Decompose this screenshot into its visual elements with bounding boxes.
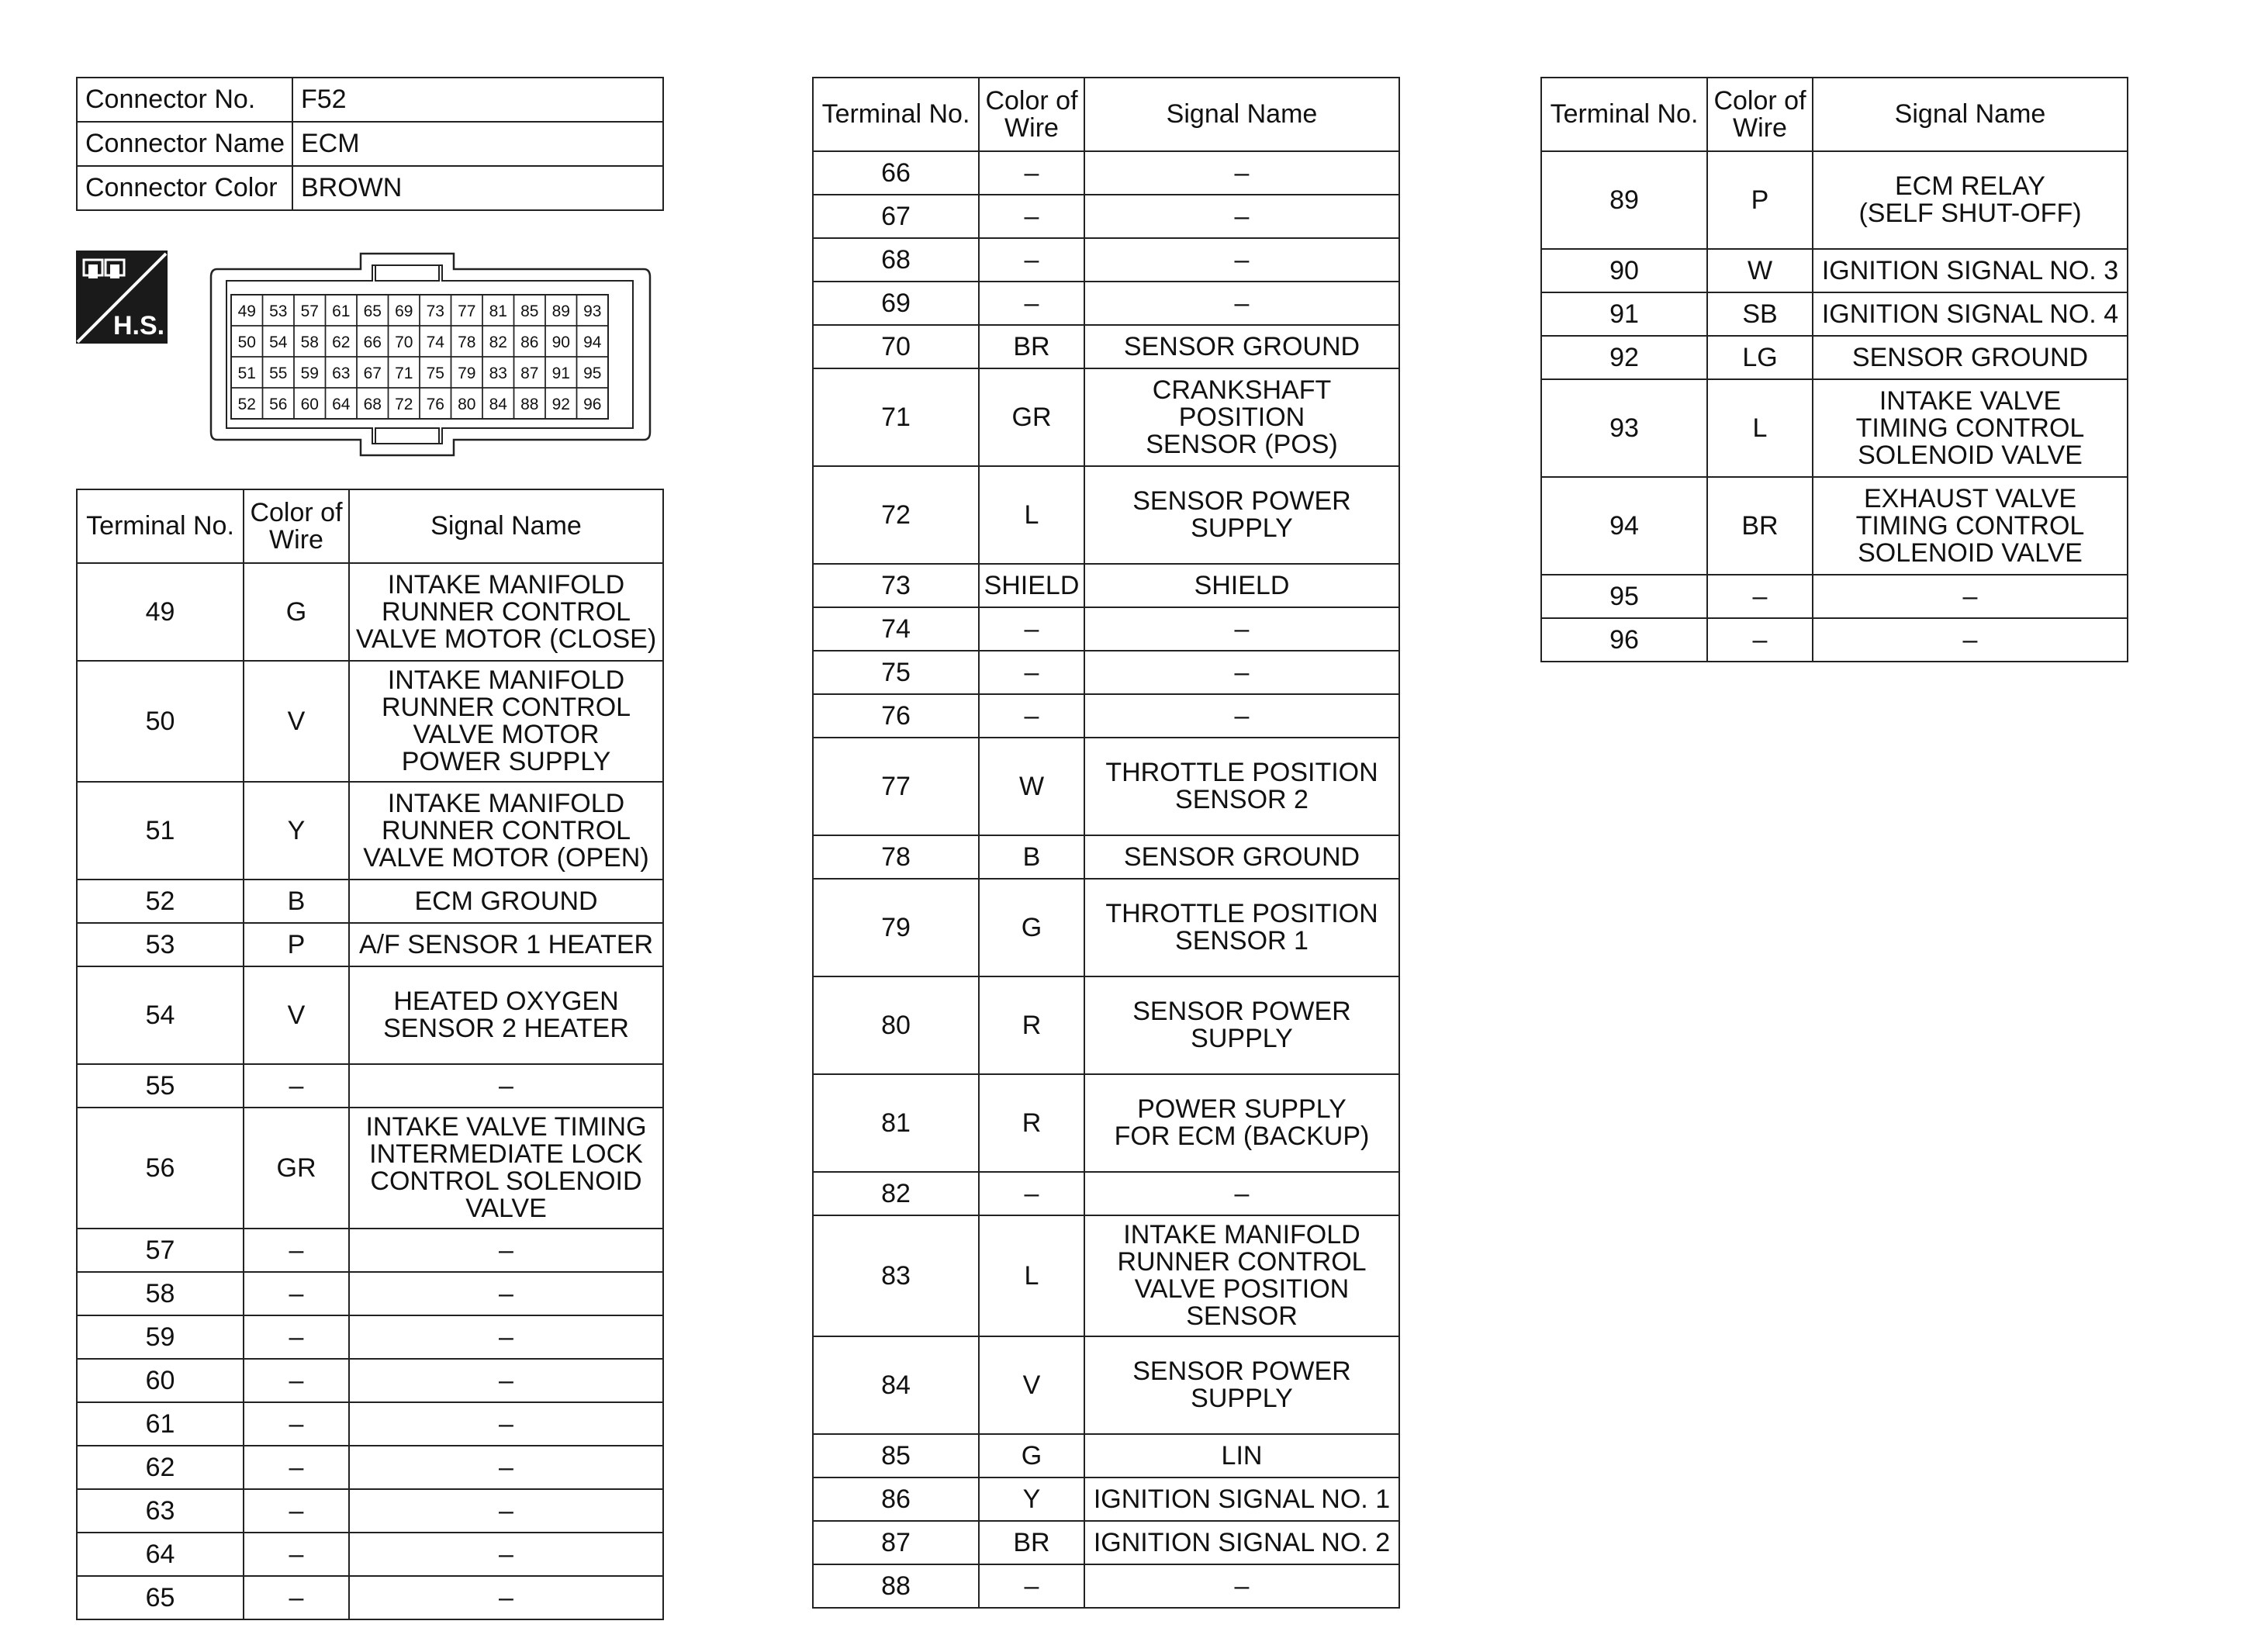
wire-color-cell: Y (979, 1477, 1084, 1521)
wire-color-cell: – (244, 1576, 349, 1619)
table-row (1541, 292, 2128, 336)
pin-number: 54 (269, 334, 288, 351)
wire-color-cell: – (979, 694, 1084, 738)
wire-color-cell: P (1707, 151, 1813, 249)
terminal-no-cell: 68 (813, 238, 979, 282)
pin-number: 84 (489, 396, 507, 413)
connector-info-table (76, 77, 664, 211)
signal-name-cell: IGNITION SIGNAL NO. 4 (1813, 292, 2128, 336)
pin-number: 72 (395, 396, 413, 413)
connector-info-row (77, 166, 663, 210)
table-row (813, 1477, 1399, 1521)
table-row (813, 1215, 1399, 1336)
signal-name-cell: INTAKE MANIFOLD RUNNER CONTROL VALVE POSITION SENSOR (1084, 1215, 1399, 1336)
wire-color-cell: G (979, 879, 1084, 976)
terminal-no-cell: 82 (813, 1172, 979, 1215)
table-row (813, 835, 1399, 879)
signal-name-cell: – (349, 1576, 663, 1619)
pin-number: 56 (269, 396, 288, 413)
terminal-no-cell: 81 (813, 1074, 979, 1172)
terminal-no-cell: 87 (813, 1521, 979, 1564)
table-row (813, 1172, 1399, 1215)
pin-number: 57 (300, 302, 319, 320)
wire-color-cell: – (244, 1315, 349, 1359)
wire-color-cell: – (979, 651, 1084, 694)
table-row (77, 1576, 663, 1619)
signal-name-cell: – (349, 1272, 663, 1315)
connector-info-value: ECM (292, 122, 663, 166)
terminal-no-cell: 92 (1541, 336, 1707, 379)
connector-bottom-latch (375, 428, 439, 444)
table-row (1541, 336, 2128, 379)
table-row (813, 1074, 1399, 1172)
signal-name-cell: – (1084, 282, 1399, 325)
pin-number: 77 (458, 302, 476, 320)
pin-number: 66 (363, 334, 382, 351)
pin-number: 74 (426, 334, 444, 351)
pin-number: 52 (237, 396, 256, 413)
pin-number: 90 (551, 334, 570, 351)
table-row (1541, 477, 2128, 575)
wire-color-cell: – (244, 1533, 349, 1576)
header-color-of-wire: Color of Wire (1707, 78, 1813, 151)
table-row (813, 1564, 1399, 1608)
signal-name-cell: – (349, 1533, 663, 1576)
pin-number: 94 (583, 334, 602, 351)
table-row (1541, 151, 2128, 249)
pin-number: 95 (583, 365, 602, 382)
table-row (813, 564, 1399, 607)
pin-number: 65 (363, 302, 382, 320)
table-row (813, 976, 1399, 1074)
connector-inner-outline (226, 265, 633, 444)
wire-color-cell: – (244, 1402, 349, 1446)
signal-name-cell: POWER SUPPLY FOR ECM (BACKUP) (1084, 1074, 1399, 1172)
signal-name-cell: SENSOR POWER SUPPLY (1084, 466, 1399, 564)
signal-name-cell: HEATED OXYGEN SENSOR 2 HEATER (349, 966, 663, 1064)
signal-name-cell: CRANKSHAFT POSITION SENSOR (POS) (1084, 368, 1399, 466)
terminal-table-2 (812, 77, 1400, 1609)
signal-name-cell: IGNITION SIGNAL NO. 2 (1084, 1521, 1399, 1564)
wire-color-cell: – (244, 1229, 349, 1272)
terminal-no-cell: 55 (77, 1064, 244, 1108)
table-row (77, 1359, 663, 1402)
pin-number: 53 (269, 302, 288, 320)
pin-number: 71 (395, 365, 413, 382)
signal-name-cell: – (349, 1064, 663, 1108)
wire-color-cell: – (244, 1489, 349, 1533)
wire-color-cell: – (244, 1359, 349, 1402)
wire-color-cell: – (979, 151, 1084, 195)
table-row (813, 879, 1399, 976)
terminal-no-cell: 88 (813, 1564, 979, 1608)
terminal-no-cell: 90 (1541, 249, 1707, 292)
signal-name-cell: – (349, 1402, 663, 1446)
signal-name-cell: – (1813, 618, 2128, 662)
terminal-no-cell: 49 (77, 563, 244, 661)
wire-color-cell: BR (979, 1521, 1084, 1564)
pin-number: 96 (583, 396, 602, 413)
terminal-no-cell: 57 (77, 1229, 244, 1272)
signal-name-cell: – (349, 1489, 663, 1533)
signal-name-cell: EXHAUST VALVE TIMING CONTROL SOLENOID VALVE (1813, 477, 2128, 575)
signal-name-cell: – (1813, 575, 2128, 618)
table-row (77, 1402, 663, 1446)
pin-number: 60 (300, 396, 319, 413)
table-row (77, 1064, 663, 1108)
wire-color-cell: – (979, 607, 1084, 651)
table-row (813, 325, 1399, 368)
table-row (77, 563, 663, 661)
signal-name-cell: – (1084, 694, 1399, 738)
signal-name-cell: ECM GROUND (349, 880, 663, 923)
signal-name-cell: – (349, 1315, 663, 1359)
terminal-no-cell: 89 (1541, 151, 1707, 249)
pin-number: 83 (489, 365, 507, 382)
signal-name-cell: THROTTLE POSITION SENSOR 1 (1084, 879, 1399, 976)
terminal-no-cell: 77 (813, 738, 979, 835)
table-row (77, 782, 663, 880)
wire-color-cell: L (1707, 379, 1813, 477)
terminal-no-cell: 71 (813, 368, 979, 466)
pin-number: 88 (520, 396, 539, 413)
terminal-no-cell: 62 (77, 1446, 244, 1489)
table-row (77, 1489, 663, 1533)
table-row (813, 1434, 1399, 1477)
table-row (813, 1521, 1399, 1564)
pin-number: 69 (395, 302, 413, 320)
table-row (1541, 575, 2128, 618)
pin-number: 91 (551, 365, 570, 382)
header-signal-name: Signal Name (1084, 78, 1399, 151)
signal-name-cell: – (1084, 238, 1399, 282)
terminal-no-cell: 74 (813, 607, 979, 651)
table-row (77, 966, 663, 1064)
wire-color-cell: W (979, 738, 1084, 835)
pin-number: 87 (520, 365, 539, 382)
table-row (813, 195, 1399, 238)
wire-color-cell: – (979, 195, 1084, 238)
pin-number: 75 (426, 365, 444, 382)
wire-color-cell: – (979, 1564, 1084, 1608)
signal-name-cell: SENSOR GROUND (1813, 336, 2128, 379)
pin-number: 64 (332, 396, 351, 413)
table-row (813, 466, 1399, 564)
signal-name-cell: IGNITION SIGNAL NO. 1 (1084, 1477, 1399, 1521)
terminal-no-cell: 61 (77, 1402, 244, 1446)
signal-name-cell: IGNITION SIGNAL NO. 3 (1813, 249, 2128, 292)
connector-top-latch (375, 265, 439, 281)
wire-color-cell: SHIELD (979, 564, 1084, 607)
terminal-no-cell: 52 (77, 880, 244, 923)
signal-name-cell: SENSOR POWER SUPPLY (1084, 1336, 1399, 1434)
terminal-no-cell: 80 (813, 976, 979, 1074)
wire-color-cell: – (1707, 575, 1813, 618)
wire-color-cell: BR (1707, 477, 1813, 575)
header-signal-name: Signal Name (1813, 78, 2128, 151)
wire-color-cell: – (244, 1064, 349, 1108)
signal-name-cell: – (349, 1446, 663, 1489)
connector-info-value: F52 (292, 78, 663, 122)
wire-color-cell: L (979, 466, 1084, 564)
table-row (77, 1229, 663, 1272)
pin-number: 55 (269, 365, 288, 382)
signal-name-cell: – (349, 1359, 663, 1402)
header-signal-name: Signal Name (349, 489, 663, 563)
pin-number: 93 (583, 302, 602, 320)
terminal-no-cell: 59 (77, 1315, 244, 1359)
pin-number: 67 (363, 365, 382, 382)
terminal-no-cell: 85 (813, 1434, 979, 1477)
hs-label: H.S. (113, 311, 165, 340)
wire-color-cell: – (979, 282, 1084, 325)
table-row (77, 1446, 663, 1489)
terminal-no-cell: 96 (1541, 618, 1707, 662)
table-row (813, 607, 1399, 651)
table-row (77, 1108, 663, 1229)
terminal-no-cell: 60 (77, 1359, 244, 1402)
terminal-no-cell: 86 (813, 1477, 979, 1521)
pin-number: 89 (551, 302, 570, 320)
signal-name-cell: LIN (1084, 1434, 1399, 1477)
table-row (813, 282, 1399, 325)
signal-name-cell: ECM RELAY (SELF SHUT-OFF) (1813, 151, 2128, 249)
connector-info-label: Connector Name (77, 122, 292, 166)
wire-color-cell: G (244, 563, 349, 661)
terminal-table-3 (1540, 77, 2128, 662)
terminal-no-cell: 76 (813, 694, 979, 738)
terminal-no-cell: 95 (1541, 575, 1707, 618)
pin-number: 73 (426, 302, 444, 320)
pin-number: 61 (332, 302, 351, 320)
terminal-no-cell: 56 (77, 1108, 244, 1229)
wire-color-cell: – (1707, 618, 1813, 662)
table-row (77, 923, 663, 966)
table-row (813, 1336, 1399, 1434)
signal-name-cell: – (1084, 607, 1399, 651)
terminal-no-cell: 58 (77, 1272, 244, 1315)
table-row (813, 368, 1399, 466)
wire-color-cell: V (244, 966, 349, 1064)
terminal-no-cell: 75 (813, 651, 979, 694)
signal-name-cell: SENSOR POWER SUPPLY (1084, 976, 1399, 1074)
signal-name-cell: THROTTLE POSITION SENSOR 2 (1084, 738, 1399, 835)
signal-name-cell: SHIELD (1084, 564, 1399, 607)
signal-name-cell: INTAKE MANIFOLD RUNNER CONTROL VALVE MOTOR POWER SUPPLY (349, 661, 663, 782)
wire-color-cell: W (1707, 249, 1813, 292)
wire-color-cell: GR (244, 1108, 349, 1229)
connector-housing (211, 254, 650, 455)
connector-info-label: Connector Color (77, 166, 292, 210)
terminal-no-cell: 69 (813, 282, 979, 325)
table-row (77, 1272, 663, 1315)
terminal-no-cell: 54 (77, 966, 244, 1064)
pin-number: 50 (237, 334, 256, 351)
signal-name-cell: INTAKE VALVE TIMING CONTROL SOLENOID VALVE (1813, 379, 2128, 477)
harness-side-icon (76, 251, 168, 344)
wire-color-cell: LG (1707, 336, 1813, 379)
pin-number: 68 (363, 396, 382, 413)
signal-name-cell: INTAKE MANIFOLD RUNNER CONTROL VALVE MOTOR (OPEN) (349, 782, 663, 880)
wire-color-cell: R (979, 976, 1084, 1074)
wire-color-cell: P (244, 923, 349, 966)
pin-number: 82 (489, 334, 507, 351)
pin-grid (231, 295, 608, 419)
wire-color-cell: – (244, 1446, 349, 1489)
pin-number: 51 (237, 365, 256, 382)
terminal-no-cell: 53 (77, 923, 244, 966)
wire-color-cell: Y (244, 782, 349, 880)
pin-number: 58 (300, 334, 319, 351)
pin-number: 59 (300, 365, 319, 382)
terminal-no-cell: 83 (813, 1215, 979, 1336)
signal-name-cell: INTAKE VALVE TIMING INTERMEDIATE LOCK CONTROL SOLENOID VALVE (349, 1108, 663, 1229)
pin-number: 49 (237, 302, 256, 320)
terminal-no-cell: 72 (813, 466, 979, 564)
terminal-no-cell: 91 (1541, 292, 1707, 336)
connector-info-row (77, 122, 663, 166)
pin-number: 76 (426, 396, 444, 413)
table-row (1541, 618, 2128, 662)
header-color-of-wire: Color of Wire (244, 489, 349, 563)
pin-number: 70 (395, 334, 413, 351)
header-terminal-no: Terminal No. (813, 78, 979, 151)
wire-color-cell: – (979, 238, 1084, 282)
terminal-no-cell: 67 (813, 195, 979, 238)
wire-color-cell: L (979, 1215, 1084, 1336)
wire-color-cell: G (979, 1434, 1084, 1477)
wire-color-cell: B (244, 880, 349, 923)
signal-name-cell: SENSOR GROUND (1084, 325, 1399, 368)
pin-number: 86 (520, 334, 539, 351)
connector-info-value: BROWN (292, 166, 663, 210)
pin-number: 81 (489, 302, 507, 320)
table-row (77, 880, 663, 923)
terminal-no-cell: 78 (813, 835, 979, 879)
signal-name-cell: – (1084, 151, 1399, 195)
signal-name-cell: – (349, 1229, 663, 1272)
signal-name-cell: SENSOR GROUND (1084, 835, 1399, 879)
terminal-no-cell: 94 (1541, 477, 1707, 575)
terminal-no-cell: 50 (77, 661, 244, 782)
pin-number: 85 (520, 302, 539, 320)
terminal-no-cell: 63 (77, 1489, 244, 1533)
wire-color-cell: V (244, 661, 349, 782)
terminal-no-cell: 65 (77, 1576, 244, 1619)
wire-color-cell: – (244, 1272, 349, 1315)
terminal-no-cell: 66 (813, 151, 979, 195)
table-row (813, 238, 1399, 282)
wire-color-cell: SB (1707, 292, 1813, 336)
table-row (813, 651, 1399, 694)
pin-number: 78 (458, 334, 476, 351)
pin-number: 80 (458, 396, 476, 413)
connector-face-diagram (202, 250, 659, 459)
header-color-of-wire: Color of Wire (979, 78, 1084, 151)
wire-color-cell: GR (979, 368, 1084, 466)
table-row (1541, 379, 2128, 477)
terminal-no-cell: 93 (1541, 379, 1707, 477)
terminal-no-cell: 73 (813, 564, 979, 607)
signal-name-cell: – (1084, 1172, 1399, 1215)
header-terminal-no: Terminal No. (1541, 78, 1707, 151)
pin-number: 63 (332, 365, 351, 382)
table-row (77, 1315, 663, 1359)
table-row (813, 738, 1399, 835)
table-row (77, 1533, 663, 1576)
wire-color-cell: V (979, 1336, 1084, 1434)
table-row (77, 661, 663, 782)
terminal-no-cell: 79 (813, 879, 979, 976)
connector-info-row (77, 78, 663, 122)
table-row (813, 694, 1399, 738)
terminal-no-cell: 70 (813, 325, 979, 368)
wire-color-cell: B (979, 835, 1084, 879)
terminal-table-1 (76, 489, 664, 1620)
wire-color-cell: R (979, 1074, 1084, 1172)
pin-number: 92 (551, 396, 570, 413)
table-row (813, 151, 1399, 195)
header-terminal-no: Terminal No. (77, 489, 244, 563)
signal-name-cell: – (1084, 195, 1399, 238)
terminal-no-cell: 84 (813, 1336, 979, 1434)
table-row (1541, 249, 2128, 292)
connector-info-label: Connector No. (77, 78, 292, 122)
pin-number: 62 (332, 334, 351, 351)
wire-color-cell: – (979, 1172, 1084, 1215)
terminal-no-cell: 64 (77, 1533, 244, 1576)
signal-name-cell: – (1084, 1564, 1399, 1608)
signal-name-cell: – (1084, 651, 1399, 694)
signal-name-cell: A/F SENSOR 1 HEATER (349, 923, 663, 966)
signal-name-cell: INTAKE MANIFOLD RUNNER CONTROL VALVE MOTOR (CLOSE) (349, 563, 663, 661)
terminal-no-cell: 51 (77, 782, 244, 880)
wire-color-cell: BR (979, 325, 1084, 368)
pin-number: 79 (458, 365, 476, 382)
